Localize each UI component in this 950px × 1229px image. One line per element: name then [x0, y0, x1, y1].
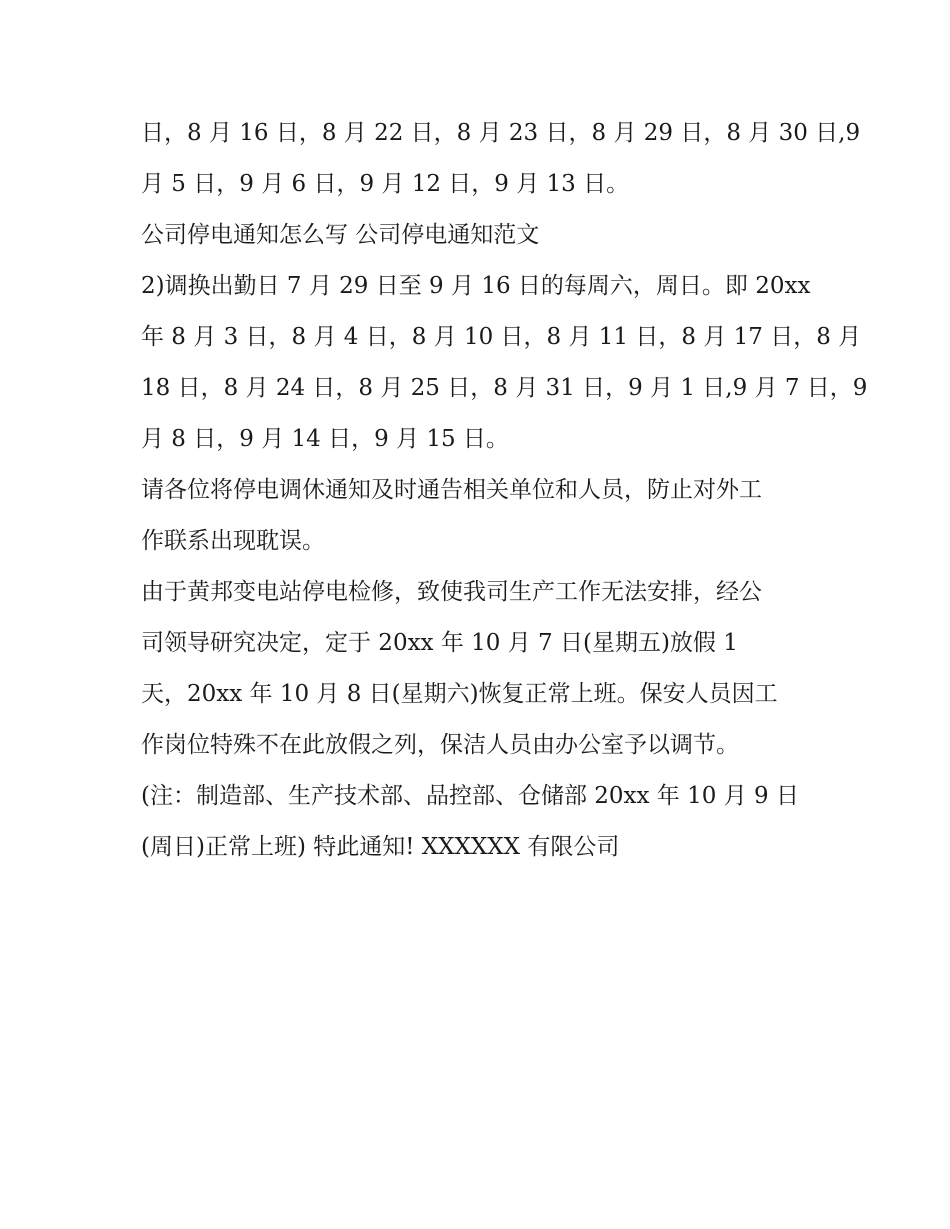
text-line: 2)调换出勤日 7 月 29 日至 9 月 16 日的每周六，周日。即 20xx — [141, 273, 811, 299]
text-line: 天，20xx 年 10 月 8 日(星期六)恢复正常上班。保安人员因工 — [141, 681, 778, 707]
text-line: (周日)正常上班) 特此通知! XXXXXX 有限公司 — [141, 834, 620, 860]
section-heading: 公司停电通知怎么写 公司停电通知范文 — [141, 222, 540, 248]
text-line: 司领导研究决定，定于 20xx 年 10 月 7 日(星期五)放假 1 — [141, 630, 738, 656]
text-line: 请各位将停电调休通知及时通告相关单位和人员，防止对外工 — [141, 477, 762, 503]
text-line: 作岗位特殊不在此放假之列，保洁人员由办公室予以调节。 — [141, 732, 739, 758]
text-line: 月 8 日，9 月 14 日，9 月 15 日。 — [141, 426, 509, 452]
text-line: 年 8 月 3 日，8 月 4 日，8 月 10 日，8 月 11 日，8 月 17 日，8 月 — [141, 324, 862, 350]
text-line: 月 5 日，9 月 6 日，9 月 12 日，9 月 13 日。 — [141, 171, 630, 197]
text-line: 作联系出现耽误。 — [141, 528, 325, 554]
document-body — [141, 108, 868, 873]
text-line: 日，8 月 16 日，8 月 22 日，8 月 23 日，8 月 29 日，8 月 30 日,9 — [141, 120, 861, 146]
text-line: 18 日，8 月 24 日，8 月 25 日，8 月 31 日，9 月 1 日,9 月 7 日，9 — [141, 375, 868, 401]
text-line: 由于黄邦变电站停电检修，致使我司生产工作无法安排，经公 — [141, 579, 762, 605]
text-line: (注：制造部、生产技术部、品控部、仓储部 20xx 年 10 月 9 日 — [141, 783, 799, 809]
